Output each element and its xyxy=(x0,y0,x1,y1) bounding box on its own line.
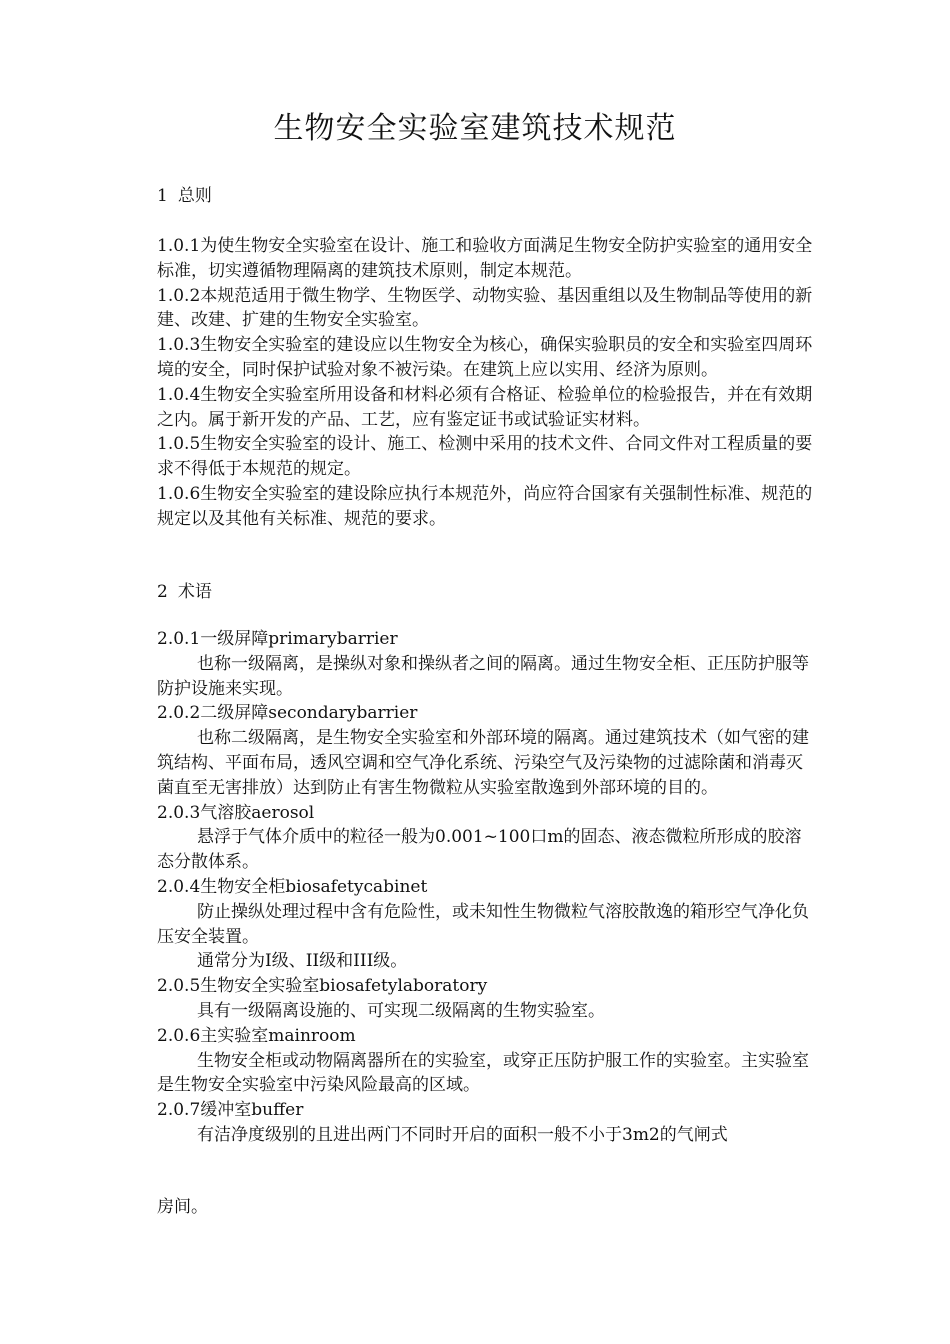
term-heading xyxy=(157,875,817,900)
clause xyxy=(157,333,817,383)
term-definition: 防止操纵处理过程中含有危险性，或未知性生物微粒气溶胶散逸的箱形空气净化负压安全装置。 xyxy=(157,901,809,947)
clause-number: 1.0.6 xyxy=(157,483,201,504)
term-number: 2.0.7 xyxy=(157,1100,201,1121)
clause xyxy=(157,432,817,482)
section-title: 术语 xyxy=(177,582,212,602)
clause xyxy=(157,284,817,334)
term-heading xyxy=(157,974,817,999)
term-english: buffer xyxy=(251,1100,304,1121)
clause-text: 生物安全实验室的建设除应执行本规范外，尚应符合国家有关强制性标准、规范的规定以及其他有关标准、规范的要求。 xyxy=(157,483,813,529)
section-1-clauses xyxy=(157,234,817,532)
term-heading xyxy=(157,1098,817,1123)
continuation-text: 房间。 xyxy=(157,1197,208,1217)
term-number: 2.0.6 xyxy=(157,1025,201,1046)
clause xyxy=(157,234,817,284)
term-name: 缓冲室 xyxy=(200,1100,252,1121)
term-english: secondarybarrier xyxy=(268,703,418,724)
clause-number: 1.0.1 xyxy=(157,236,201,256)
term-number: 2.0.4 xyxy=(157,876,201,897)
clause xyxy=(157,383,817,433)
term-number: 2.0.5 xyxy=(157,976,201,997)
term-name: 二级屏障 xyxy=(200,703,269,724)
section-title: 总则 xyxy=(177,186,212,206)
clause-number: 1.0.3 xyxy=(157,335,201,356)
term-name: 生物安全柜 xyxy=(200,876,286,897)
term-definition: 生物安全柜或动物隔离器所在的实验室，或穿正压防护服工作的实验室。主实验室是生物安全实验室中污染风险最高的区域。 xyxy=(157,1050,809,1096)
term-english: biosafetycabinet xyxy=(285,876,428,897)
term-english: primarybarrier xyxy=(268,629,398,649)
term-number: 2.0.3 xyxy=(157,802,201,823)
term-definition: 悬浮于气体介质中的粒径一般为0.001~100口m的固态、液态微粒所形成的胶溶态分散体系。 xyxy=(157,827,802,873)
clause xyxy=(157,482,817,532)
term-english: aerosol xyxy=(251,802,315,823)
clause-text: 生物安全实验室的设计、施工、检测中采用的技术文件、合同文件对工程质量的要求不得低于本规范的规定。 xyxy=(157,434,813,480)
term-name: 一级屏障 xyxy=(200,629,269,649)
clause-number: 1.0.2 xyxy=(157,285,201,306)
term-heading xyxy=(157,701,817,726)
clause-number: 1.0.5 xyxy=(157,434,201,455)
term-heading xyxy=(157,627,817,652)
clause-text: 本规范适用于微生物学、生物医学、动物实验、基因重组以及生物制品等使用的新建、改建、扩建的生物安全实验室。 xyxy=(157,285,813,331)
term-english: mainroom xyxy=(268,1025,356,1046)
section-2-heading xyxy=(157,580,212,605)
clause-text: 为使生物安全实验室在设计、施工和验收方面满足生物安全防护实验室的通用安全标准，切实遵循物理隔离的建筑技术原则，制定本规范。 xyxy=(157,236,813,281)
term-definition: 有洁净度级别的且进出两门不同时开启的面积一般不小于3m2的气闸式 xyxy=(197,1124,728,1145)
section-1-heading xyxy=(157,184,212,209)
clause-text: 生物安全实验室的建设应以生物安全为核心，确保实验职员的安全和实验室四周环境的安全，同时保护试验对象不被污染。在建筑上应以实用、经济为原则。 xyxy=(157,335,813,380)
document-title: 生物安全实验室建筑技术规范 xyxy=(273,111,677,146)
section-2-terms xyxy=(157,627,817,1148)
term-english: biosafetylaboratory xyxy=(319,976,488,997)
term-number: 2.0.2 xyxy=(157,703,201,724)
term-definition: 也称一级隔离，是操纵对象和操纵者之间的隔离。通过生物安全柜、正压防护服等防护设施来实现。 xyxy=(157,653,809,699)
clause-number: 1.0.4 xyxy=(157,384,201,405)
term-name: 生物安全实验室 xyxy=(200,976,320,997)
section-number: 1 xyxy=(157,186,168,206)
term-name: 主实验室 xyxy=(200,1025,269,1046)
term-heading xyxy=(157,1024,817,1049)
term-definition: 具有一级隔离设施的、可实现二级隔离的生物实验室。 xyxy=(197,1000,605,1021)
term-heading xyxy=(157,801,817,826)
term-number: 2.0.1 xyxy=(157,629,201,649)
clause-text: 生物安全实验室所用设备和材料必须有合格证、检验单位的检验报告，并在有效期之内。属于新开发的产品、工艺，应有鉴定证书或试验证实材料。 xyxy=(157,384,813,430)
section-number: 2 xyxy=(157,582,168,602)
term-name: 气溶胶 xyxy=(200,802,252,823)
term-definition: 也称二级隔离，是生物安全实验室和外部环境的隔离。通过建筑技术（如气密的建筑结构、平面布局，透风空调和空气净化系统、污染空气及污染物的过滤除菌和消毒灭菌直至无害排放）达到防止有害生物微粒从实验室散逸到外部环境的目的。 xyxy=(157,728,809,798)
term-definition: 通常分为I级、II级和III级。 xyxy=(197,951,408,972)
